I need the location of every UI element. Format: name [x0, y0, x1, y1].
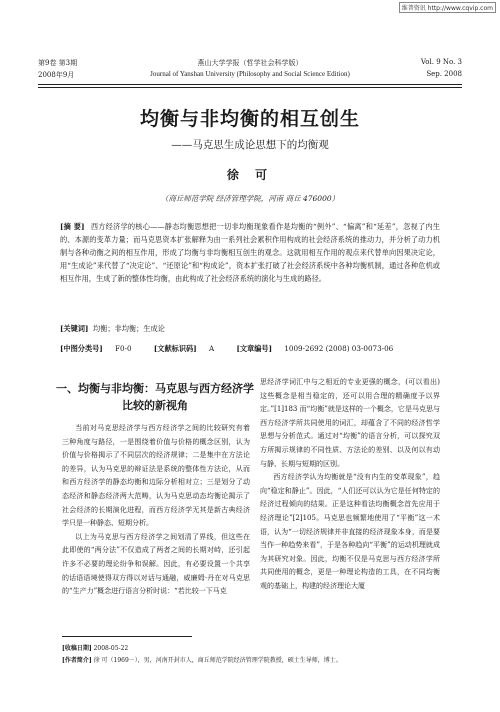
author-bio-value: 徐 可（1969－），男，河南开封市人，商丘师范学院经济管理学院教授，硕士生导师，博士。 [93, 657, 342, 664]
header-volume-en: Vol. 9 No. 3 [420, 58, 462, 66]
abstract-text: 西方经济学的核心——静态均衡思想把一切非均衡现象看作是均衡的“例外”、“偏离”和“延差”，忽视了内生的、本源的变革力量；而马克思资本扩张解释为由一系列社会累积作用构成的社会经济系统的推动力，并分析了动力机制与各种动衡之间的相互作用，形成了均衡与非均衡相互创生的观念。这就用相互作用的观点来代替单向因果决定论，用“生成论”来代替了“决定论”、“还原论”和“构成论”，资本扩张打破了社会经济系统中各种均衡机制，通过各种危机或相互作用，生成了新的整体性均衡，由此构成了社会经济系统的演化与生成的路径。 [60, 222, 440, 283]
footnotes [62, 643, 462, 667]
keywords [60, 324, 440, 334]
body-paragraph: 以上为马克思与西方经济学之间划清了界线，但这些在此即使的“两分法”不仅造成了两者之间的长期对峙，还引起许多不必要的理论纷争和误解。因此，有必要设置一个共享的话语语境使得双方得以对话与通融，威廉姆·丹在对马克思的“生产力”概念进行语言分析时说：“若比较一下马克 [62, 532, 250, 596]
header-rule-top [38, 84, 462, 85]
body-column-right [260, 376, 440, 594]
body-paragraph: 西方经济学认为均衡就是“没有内生的变革现象”，趋向“稳定和静止”。因此，“人们还可以认为它是任何特定的经济过程倾向的结果。正是这种看法均衡概念首先应用于经济理论”[2]105。马克思也频繁地使用了“平衡”这一术语，认为“一切经济规律并非直接的经济现象本身，而是要当作一种趋势来看”，于是各种趋向“平衡”的运动机理就成为其研究对象。因此，均衡不仅是马克思与西方经济学所共同使用的概念，更是一种理论构造的工具，在不同均衡观的基础上，构建的经济理论大厦 [260, 473, 440, 590]
author-name: 徐 可 [226, 168, 274, 182]
abstract-label: [摘 要] [60, 222, 85, 231]
article-number-label: [文章编号] [236, 344, 273, 353]
header-date-en: Sep. 2008 [426, 70, 462, 78]
header-journal-en: Journal of Yanshan University (Philosophy and Social Science Edition) [150, 70, 350, 78]
received-value: 2008-05-22 [93, 645, 129, 652]
article-number-value: 1009-2692 (2008) 03-0073-06 [284, 344, 394, 353]
author-affiliation: （商丘师范学院 经济管理学院，河南 商丘 476000） [160, 194, 340, 203]
keywords-text: 均衡；非均衡；生成论 [92, 324, 165, 333]
body-paragraph: 思经济学词汇中与之相近的专业更强的概念，(可以看出)这些概念是相当稳定的，还可以用合理的精确度予以界定。”[1]183 而“均衡”就是这样的一个概念，它是马克思与西方经济学所共同使用的词汇，却蕴含了不同的经济哲学思想与分析范式。通过对“均衡”的语言分析，可以探究双方所揭示规律的不同性质、方法论的差别、以及何以有动与静、长期与短期的区别。 [260, 378, 440, 468]
received-date-note [62, 643, 462, 655]
clc-value: F0-0 [115, 344, 132, 353]
header-rule-bottom [38, 87, 462, 88]
body-paragraph: 当前对马克思经济学与西方经济学之间的比较研究有着三种角度与路径，一是围绕着价值与价格的概念区别，认为价值与价格揭示了不同层次的经济规律；二是集中在方法论的差异，认为马克思的辩证法是系统的整体性方法论，从而和西方经济学的静态均衡和边际分析相对立；三是划分了动态经济和静态经济两大范畴，认为马克思动态均衡论揭示了社会经济的长期演化进程，而西方经济学无其是新古典经济学只是一种静态、短期分析。 [62, 424, 250, 528]
classification-row [60, 344, 440, 354]
doc-code-value: A [208, 344, 215, 353]
header-date-cn: 2008年9月 [38, 71, 75, 79]
body-column-left [62, 422, 250, 599]
keywords-label: [关键词] [60, 324, 89, 333]
received-label: [收稿日期] [62, 645, 92, 652]
author-bio-label: [作者简介] [62, 657, 92, 664]
abstract [60, 220, 440, 285]
doc-code-label: [文献标识码] [153, 344, 197, 353]
article-subtitle: ——马克思生成论思想下的均衡观 [171, 139, 329, 151]
section-heading: 一、均衡与非均衡：马克思与西方经济学比较的新视角 [56, 382, 254, 412]
header-journal-cn: 燕山大学学报（哲学社会科学版） [197, 59, 303, 67]
header-volume-cn: 第9卷 第3期 [38, 59, 78, 67]
author-bio-note [62, 655, 462, 667]
footnote-rule [62, 636, 192, 637]
running-header [38, 58, 462, 84]
article-title: 均衡与非均衡的相互创生 [139, 108, 360, 130]
watermark-label: 维普资讯 http://www.cqvip.com [399, 2, 496, 13]
clc-label: [中图分类号] [60, 344, 103, 353]
